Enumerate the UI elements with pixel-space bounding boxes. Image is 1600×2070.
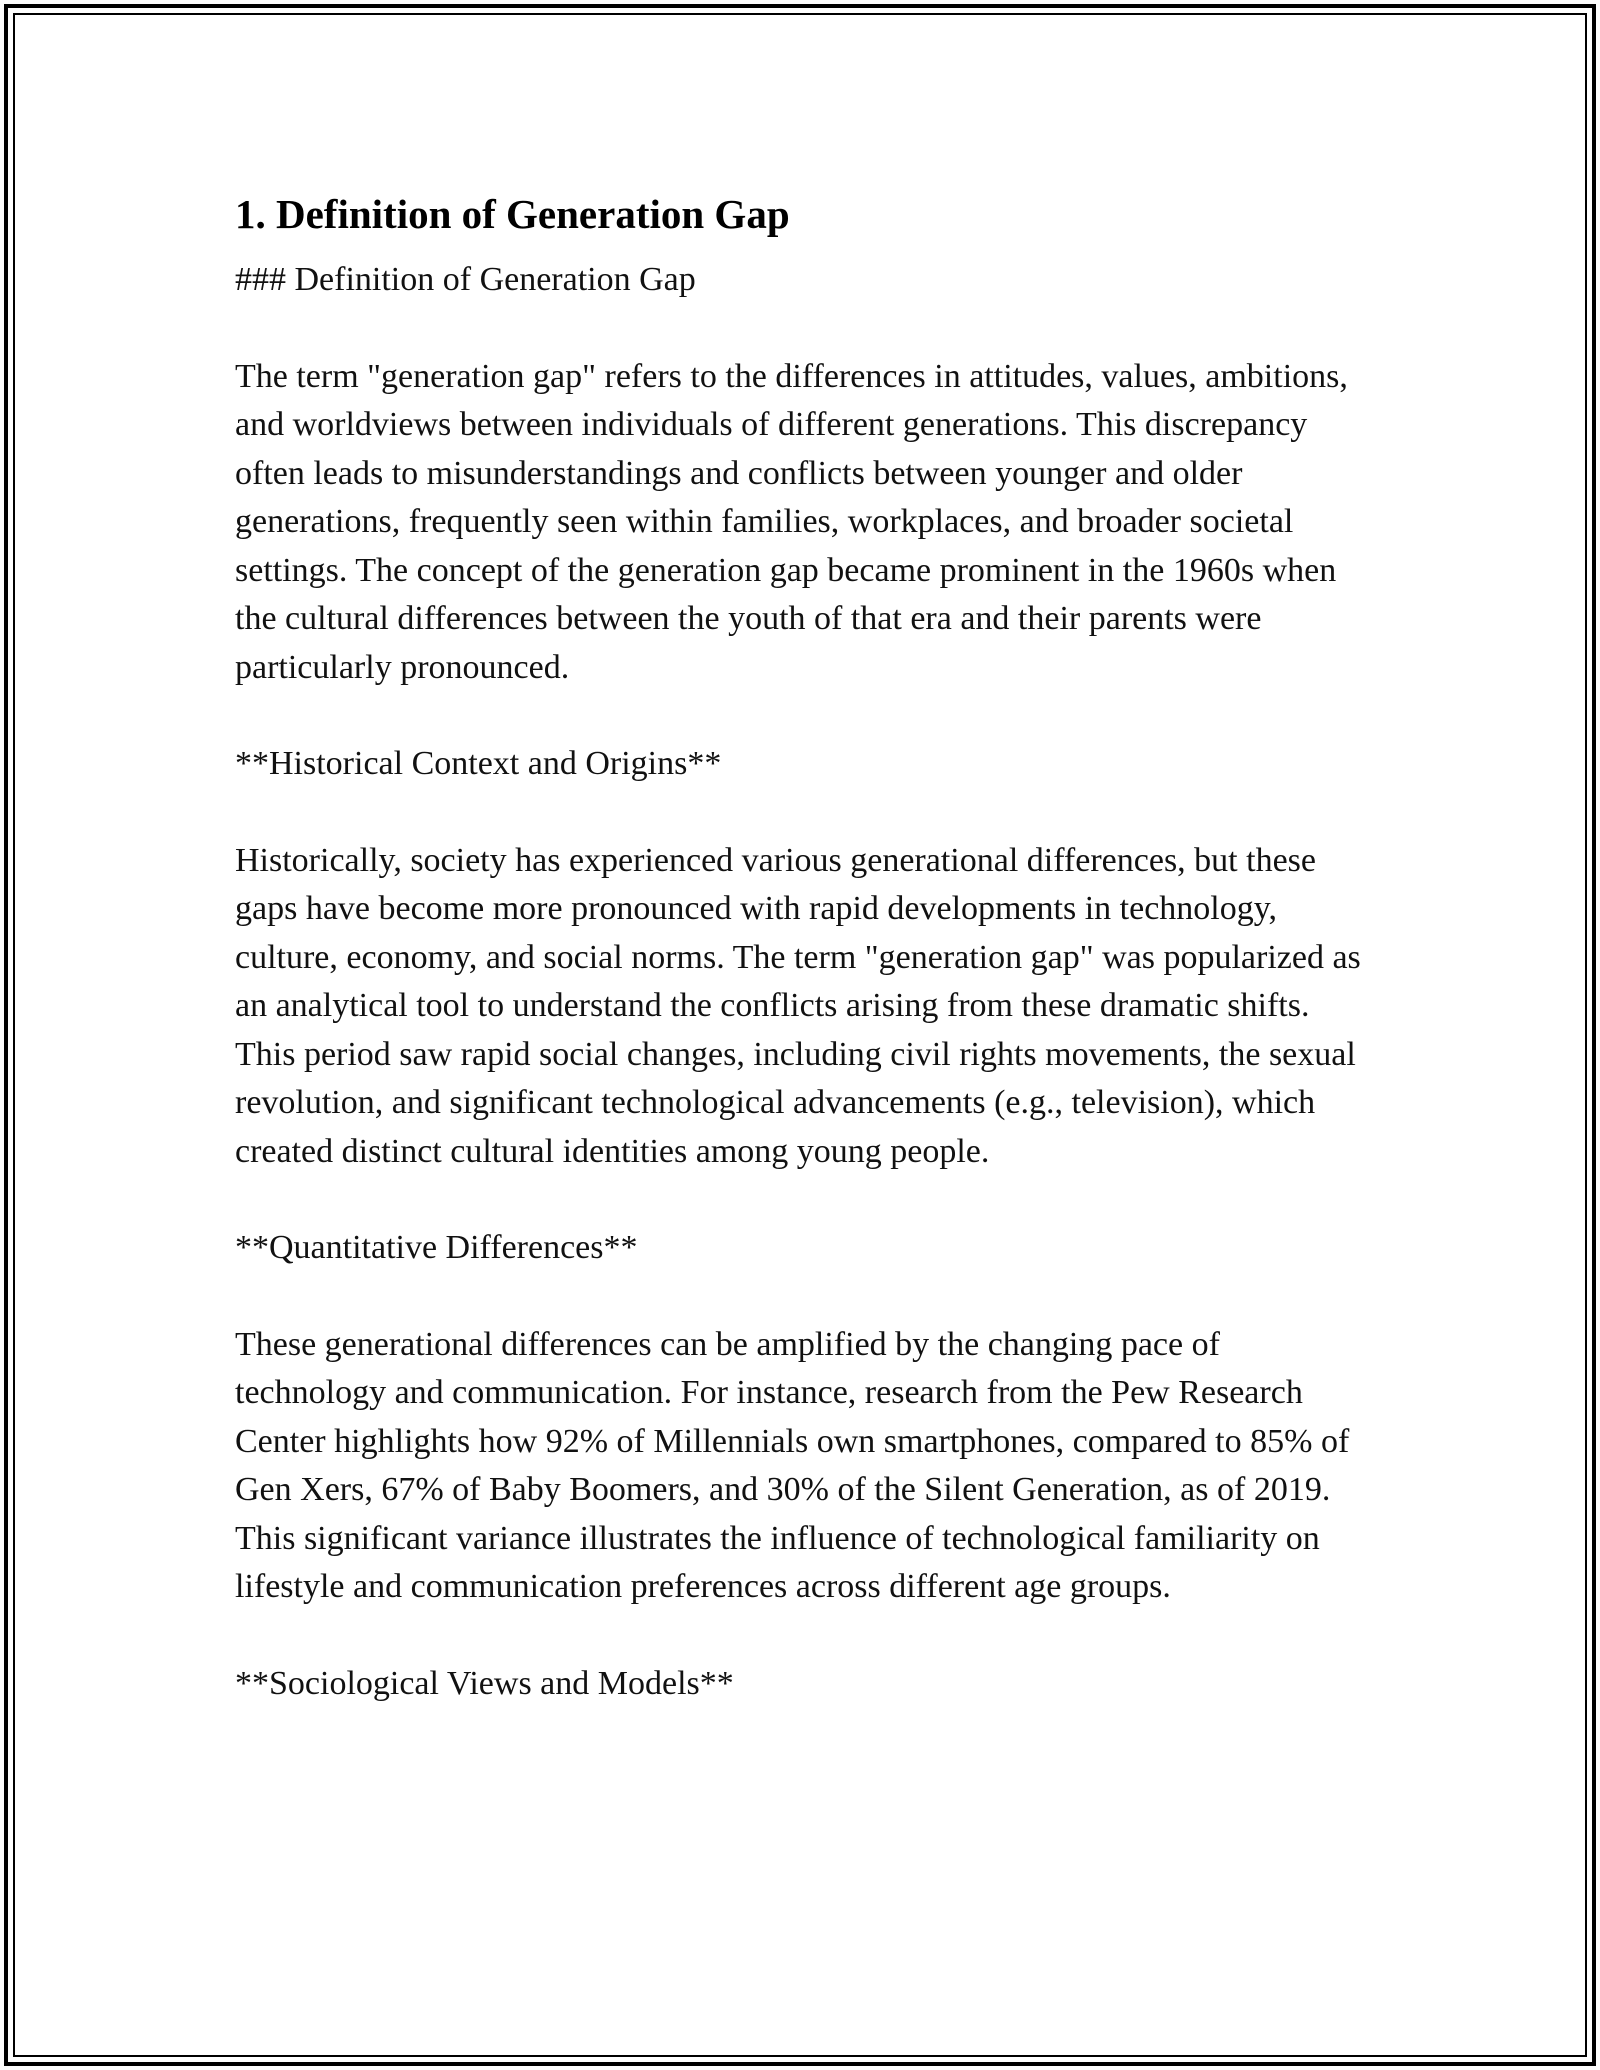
quantitative-heading: **Quantitative Differences**	[235, 1229, 638, 1266]
quantitative-paragraph: These generational differences can be amplified by the changing pace of technology and communication. For instance, research from the Pew Research Center highlights how 92% of Millennials own smartphones, compared to 85% of Gen Xers, 67% of Baby Boomers, and 30% of the Silent Generation, as of 2019. This significant variance illustrates the influence of technological familiarity on lifestyle and communication preferences across different age groups.	[235, 1325, 1350, 1605]
historical-paragraph: Historically, society has experienced various generational differences, but these gaps have become more pronounced with rapid developments in technology, culture, economy, and social norms. The term "generation gap" was popularized as an analytical tool to understand the conflicts arising from these dramatic shifts. This period saw rapid social changes, including civil rights movements, the sexual revolution, and significant technological advancements (e.g., television), which created distinct cultural identities among young people.	[235, 841, 1361, 1170]
markdown-subheading: ### Definition of Generation Gap	[235, 261, 696, 298]
intro-paragraph: The term "generation gap" refers to the differences in attitudes, values, ambitions, and worldviews between individuals of different generations. This discrepancy often leads to misunderstandings and conflicts between younger and older generations, frequently seen within families, workplaces, and broader societal settings. The concept of the generation gap became prominent in the 1960s when the cultural differences between the youth of that era and their parents were particularly pronounced.	[235, 357, 1348, 686]
sociological-heading: **Sociological Views and Models**	[235, 1664, 734, 1702]
document-body	[235, 184, 1365, 1708]
page-title: 1. Definition of Generation Gap	[235, 191, 790, 237]
historical-heading: **Historical Context and Origins**	[235, 745, 722, 782]
